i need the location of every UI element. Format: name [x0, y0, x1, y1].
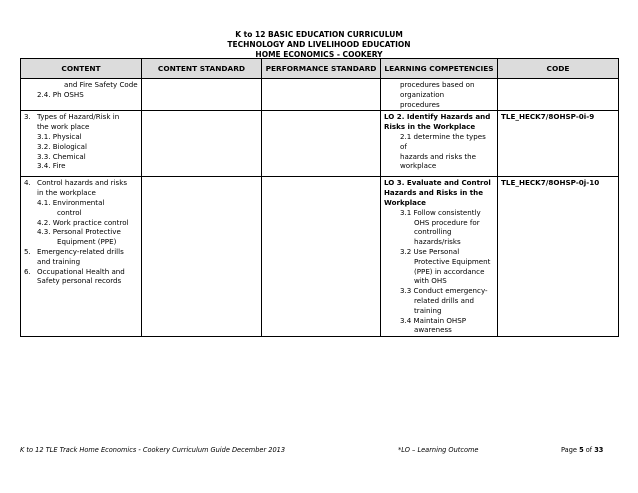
course-title: HOME ECONOMICS - COOKERY [255, 50, 383, 59]
table-row [21, 111, 619, 177]
competencies-cell [381, 111, 498, 177]
content-item [24, 267, 138, 287]
competency-line: 3.2 Use Personal [400, 246, 460, 256]
page-current: 5 [579, 446, 584, 454]
competency-line: awareness [414, 325, 452, 335]
content-line: in the workplace [37, 188, 96, 198]
code-cell [498, 79, 619, 111]
table-row [21, 177, 619, 337]
competency-line: organization [400, 89, 445, 99]
competency-line: with OHS [414, 276, 447, 286]
content-cell [21, 111, 142, 177]
content-line: Control hazards and risks [37, 178, 128, 188]
col-header-learning-competencies: LEARNING COMPETENCIES [381, 59, 498, 79]
page-total: 33 [594, 446, 604, 454]
table-header-row [21, 59, 619, 79]
content-standard-cell [142, 111, 262, 177]
content-line: 2.4. Ph OSHS [37, 89, 84, 99]
curriculum-table [20, 58, 619, 337]
table-row [21, 79, 619, 111]
competency-line: hazards/risks [414, 237, 461, 247]
competency-line: training [414, 305, 442, 315]
subject-title: TECHNOLOGY AND LIVELIHOOD EDUCATION [227, 40, 411, 49]
content-standard-cell [142, 79, 262, 111]
content-line: 4.3. Personal Protective [37, 227, 121, 237]
performance-standard-cell [262, 177, 381, 337]
content-item [24, 112, 138, 171]
learning-outcome-heading: LO 2. Identify Hazards and Risks in the Workplace [384, 112, 491, 132]
competency-line: 3.3 Conduct emergency- [400, 286, 488, 296]
page-prefix: Page [561, 446, 580, 454]
footer-lo-note: *LO – Learning Outcome [398, 446, 479, 454]
code-cell [498, 177, 619, 337]
content-line: and Fire Safety Code [64, 80, 138, 89]
competency-line: procedures [400, 99, 440, 109]
competency-code: TLE_HECK7/8OHSP-0i-9 [501, 112, 595, 122]
competency-line: 3.1 Follow consistently [400, 207, 481, 217]
col-header-performance-standard: PERFORMANCE STANDARD [262, 59, 381, 79]
competencies-cell [381, 79, 498, 111]
content-line: 4.2. Work practice control [37, 217, 129, 227]
footer-document-title: K to 12 TLE Track Home Economics - Cookery Curriculum Guide December 2013 [20, 446, 286, 454]
content-item [24, 178, 138, 247]
content-line: 3.4. Fire [37, 161, 66, 171]
content-standard-cell [142, 177, 262, 337]
content-line: 3.1. Physical [37, 131, 82, 141]
competency-line: 2.1 determine the types of [400, 131, 486, 151]
item-number: 4. [24, 178, 31, 188]
competency-line: hazards and risks the [400, 151, 477, 161]
content-line: 3.2. Biological [37, 141, 87, 151]
content-item [24, 247, 138, 267]
page-of: of [583, 446, 595, 454]
competency-line: (PPE) in accordance [414, 266, 485, 276]
competency-line: procedures based on [400, 80, 475, 89]
content-line: 4.1. Environmental [37, 197, 105, 207]
content-line: Emergency-related drills [37, 246, 124, 256]
content-line: Safety personal records [37, 276, 122, 286]
performance-standard-cell [262, 79, 381, 111]
content-line: Equipment (PPE) [57, 237, 117, 247]
performance-standard-cell [262, 111, 381, 177]
competencies-cell [381, 177, 498, 337]
footer-page-number [561, 446, 603, 454]
competency-line: OHS procedure for [414, 217, 480, 227]
learning-outcome-heading: LO 3. Evaluate and Control Hazards and Risks in the Workplace [384, 178, 491, 207]
content-cell [21, 79, 142, 111]
competency-code: TLE_HECK7/8OHSP-0j-10 [501, 178, 600, 188]
code-cell [498, 111, 619, 177]
item-number: 6. [24, 266, 31, 276]
content-line: 3.3. Chemical [37, 151, 86, 161]
competency-line: controlling [414, 227, 452, 237]
content-line: Types of Hazard/Risk in [37, 112, 120, 122]
content-cell [21, 177, 142, 337]
content-line: the work place [37, 122, 90, 132]
curriculum-title: K to 12 BASIC EDUCATION CURRICULUM [235, 30, 403, 39]
col-header-content-standard: CONTENT STANDARD [142, 59, 262, 79]
content-line: Occupational Health and [37, 266, 125, 276]
col-header-content: CONTENT [21, 59, 142, 79]
content-line: control [57, 207, 82, 217]
col-header-code: CODE [498, 59, 619, 79]
competency-line: workplace [400, 161, 437, 171]
content-line: and training [37, 256, 81, 266]
competency-line: 3.4 Maintain OHSP [400, 315, 467, 325]
item-number: 5. [24, 246, 31, 256]
item-number: 3. [24, 112, 31, 122]
competency-line: Protective Equipment [414, 256, 491, 266]
competency-line: related drills and [414, 295, 474, 305]
